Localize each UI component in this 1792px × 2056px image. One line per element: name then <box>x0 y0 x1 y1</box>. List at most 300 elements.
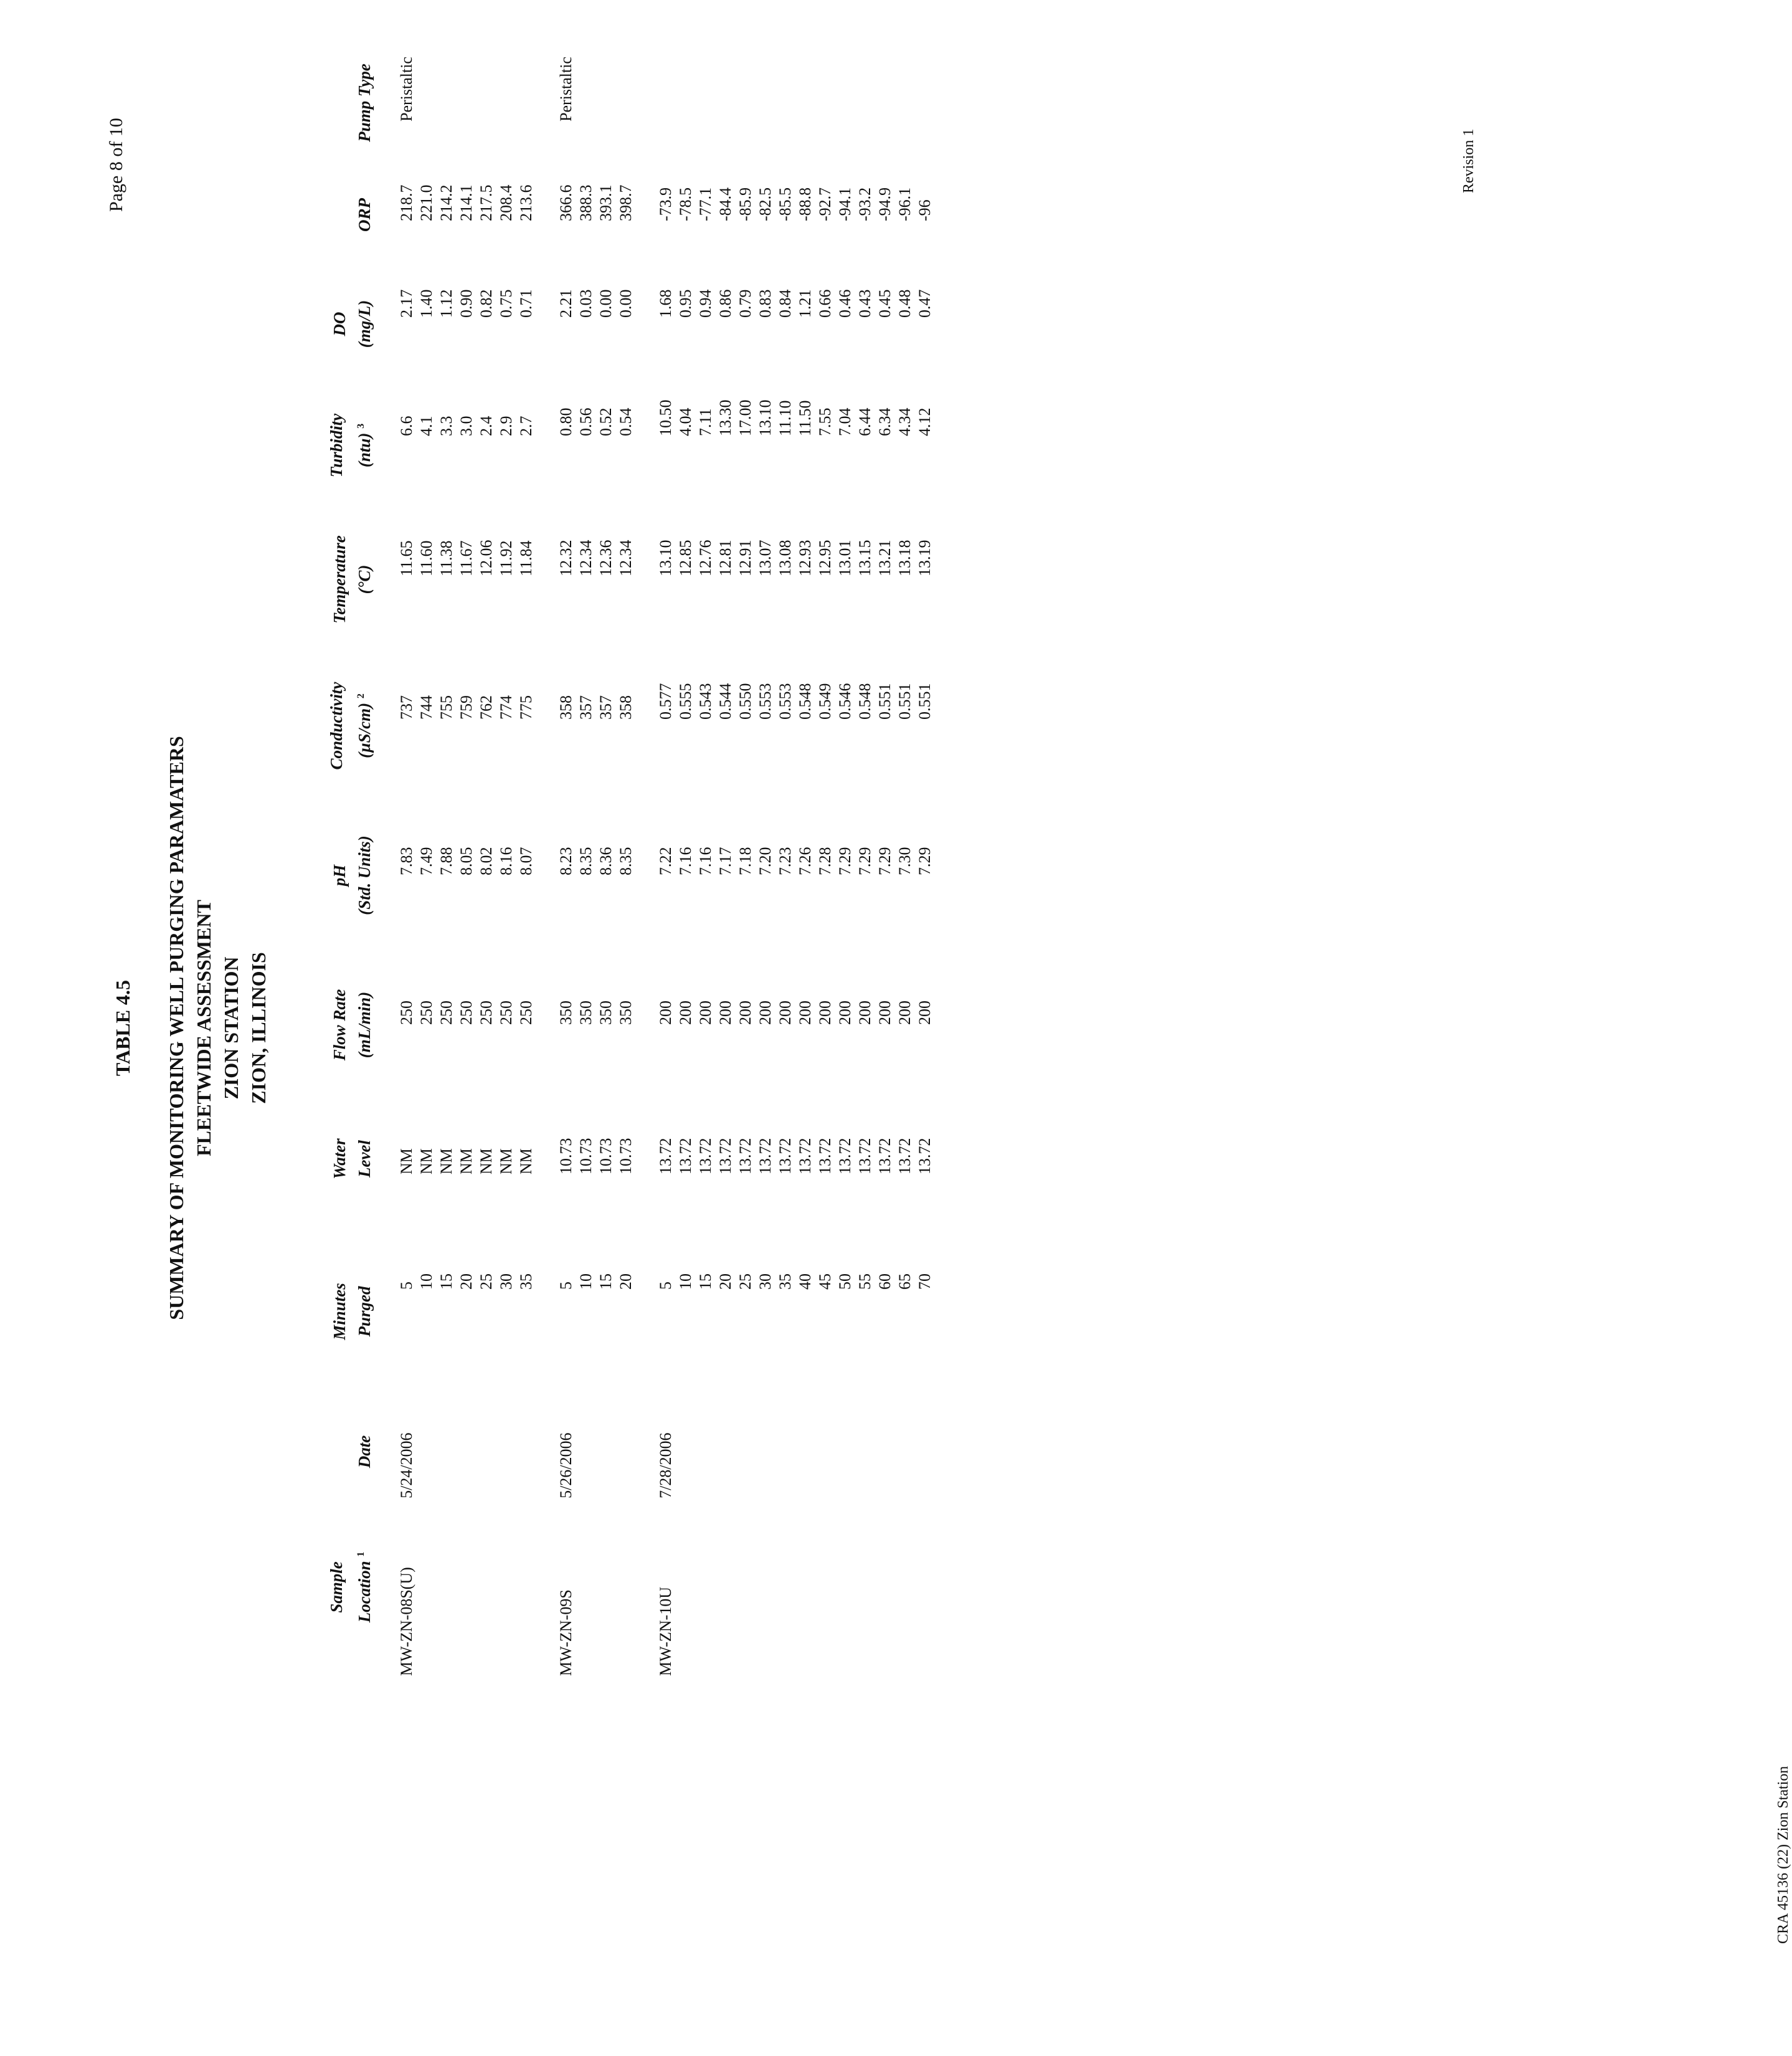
conductivity-cell: 755 <box>437 695 455 720</box>
conductivity-cell: 762 <box>477 695 495 720</box>
pump-type-cell <box>417 40 437 165</box>
pump-type-cell <box>775 40 795 165</box>
conductivity-cell: 357 <box>597 695 615 720</box>
turbidity-cell: 10.50 <box>657 399 675 436</box>
temperature-cell: 11.67 <box>457 540 475 576</box>
table-row <box>676 40 696 1676</box>
conductivity-cell: 0.551 <box>876 683 894 720</box>
sample-location-cell <box>756 1498 775 1676</box>
do-cell: 0.79 <box>736 289 754 318</box>
do-cell: 1.21 <box>796 289 814 318</box>
table-row <box>656 40 676 1676</box>
date-cell: 5/24/2006 <box>397 1432 415 1498</box>
pump-type-cell: Peristaltic <box>397 57 415 121</box>
turbidity-cell: 4.12 <box>916 407 934 436</box>
turbidity-cell: 4.1 <box>417 416 435 436</box>
conductivity-cell: 0.550 <box>736 683 754 720</box>
water-level-cell: 13.72 <box>896 1138 914 1174</box>
conductivity-cell: 0.553 <box>756 683 774 720</box>
turbidity-cell: 13.10 <box>756 399 774 436</box>
turbidity-cell: 7.11 <box>696 408 714 436</box>
water-level-cell: 10.73 <box>577 1138 595 1174</box>
conductivity-cell: 358 <box>557 695 575 720</box>
group-spacer <box>636 40 656 1676</box>
orp-cell: 214.1 <box>457 184 475 221</box>
date-cell <box>596 1405 616 1498</box>
do-cell: 0.90 <box>457 289 475 318</box>
ph-cell: 8.23 <box>557 847 575 875</box>
temperature-cell: 13.08 <box>776 540 794 576</box>
flow-rate-cell: 350 <box>577 1001 595 1025</box>
sample-location-cell <box>516 1498 536 1676</box>
table-row <box>875 40 895 1676</box>
ph-cell: 8.35 <box>577 847 595 875</box>
sample-location-cell <box>736 1498 756 1676</box>
turbidity-cell: 11.10 <box>776 400 794 436</box>
table-row <box>795 40 815 1676</box>
sample-location-cell <box>596 1498 616 1676</box>
conductivity-cell: 357 <box>577 695 595 720</box>
pump-type-cell <box>437 40 457 165</box>
purging-parameters-table <box>324 40 935 1676</box>
temperature-cell: 11.84 <box>517 540 535 576</box>
minutes-purged-cell: 25 <box>736 1273 754 1290</box>
sample-location-cell: MW-ZN-08S(U) <box>397 1567 415 1676</box>
turbidity-cell: 11.50 <box>796 400 814 436</box>
turbidity-cell: 13.30 <box>716 399 734 436</box>
temperature-cell: 12.76 <box>696 540 714 576</box>
water-level-cell: 10.73 <box>597 1138 615 1174</box>
do-cell: 0.84 <box>776 289 794 318</box>
flow-rate-cell: 200 <box>836 1001 854 1025</box>
flow-rate-cell: 200 <box>916 1001 934 1025</box>
water-level-cell: NM <box>397 1148 415 1174</box>
do-cell: 0.94 <box>696 289 714 318</box>
water-level-cell: NM <box>517 1148 535 1174</box>
pump-type-cell <box>875 40 895 165</box>
water-level-cell: NM <box>417 1148 435 1174</box>
orp-cell: 366.6 <box>557 184 575 221</box>
turbidity-cell: 6.34 <box>876 407 894 436</box>
pump-type-cell: Peristaltic <box>557 57 575 121</box>
do-cell: 0.45 <box>876 289 894 318</box>
orp-cell: -73.9 <box>657 187 675 221</box>
do-cell: 0.82 <box>477 289 495 318</box>
table-header-row <box>324 40 397 1676</box>
turbidity-cell: 2.7 <box>517 416 535 436</box>
minutes-purged-cell: 15 <box>696 1273 714 1290</box>
table-body <box>397 40 935 1676</box>
do-cell: 0.86 <box>716 289 734 318</box>
date-cell <box>496 1405 516 1498</box>
turbidity-cell: 7.04 <box>836 407 854 436</box>
date-cell <box>756 1405 775 1498</box>
sample-location-cell: MW-ZN-09S <box>557 1589 575 1676</box>
ph-cell: 7.29 <box>876 847 894 875</box>
pump-type-cell <box>496 40 516 165</box>
ph-cell: 7.88 <box>437 847 455 875</box>
minutes-purged-cell: 50 <box>836 1273 854 1290</box>
ph-cell: 8.05 <box>457 847 475 875</box>
pump-type-cell <box>736 40 756 165</box>
flow-rate-cell: 200 <box>776 1001 794 1025</box>
water-level-cell: 13.72 <box>756 1138 774 1174</box>
orp-cell: 221.0 <box>417 184 435 221</box>
minutes-purged-cell: 60 <box>876 1273 894 1290</box>
turbidity-cell: 0.54 <box>617 407 635 436</box>
conductivity-cell: 0.548 <box>856 683 874 720</box>
date-cell: 5/26/2006 <box>557 1432 575 1498</box>
header-conductivity: Conductivity (µS/cm) $^2$ <box>327 682 374 770</box>
sample-location-cell <box>676 1498 696 1676</box>
orp-cell: -82.5 <box>756 187 774 221</box>
ph-cell: 8.07 <box>517 847 535 875</box>
table-row <box>775 40 795 1676</box>
pump-type-cell <box>855 40 875 165</box>
temperature-cell: 13.10 <box>657 540 675 576</box>
flow-rate-cell: 250 <box>517 1001 535 1025</box>
header-ph: pH (Std. Units) <box>330 835 374 915</box>
orp-cell: 388.3 <box>577 184 595 221</box>
date-cell <box>795 1405 815 1498</box>
do-cell: 0.47 <box>916 289 934 318</box>
table-subtitle-assessment: FLEETWIDE ASSESSMENT <box>192 900 215 1156</box>
date-cell <box>516 1405 536 1498</box>
table-row <box>476 40 496 1676</box>
header-pump-type: Pump Type <box>355 64 374 142</box>
table-row <box>556 40 576 1676</box>
header-flow-rate: Flow Rate (mL/min) <box>330 989 374 1061</box>
flow-rate-cell: 200 <box>696 1001 714 1025</box>
flow-rate-cell: 200 <box>816 1001 834 1025</box>
temperature-cell: 12.93 <box>796 540 814 576</box>
table-row <box>516 40 536 1676</box>
table-row <box>855 40 875 1676</box>
turbidity-cell: 6.44 <box>856 407 874 436</box>
ph-cell: 7.26 <box>796 847 814 875</box>
minutes-purged-cell: 20 <box>617 1273 635 1290</box>
pump-type-cell <box>516 40 536 165</box>
date-cell <box>616 1405 636 1498</box>
sample-location-cell <box>915 1498 935 1676</box>
pump-type-cell <box>616 40 636 165</box>
date-cell <box>775 1405 795 1498</box>
date-cell <box>875 1405 895 1498</box>
table-title: SUMMARY OF MONITORING WELL PURGING PARAMATERS <box>165 736 187 1320</box>
ph-cell: 7.23 <box>776 847 794 875</box>
flow-rate-cell: 350 <box>617 1001 635 1025</box>
temperature-cell: 12.95 <box>816 540 834 576</box>
ph-cell: 8.35 <box>617 847 635 875</box>
flow-rate-cell: 250 <box>417 1001 435 1025</box>
orp-cell: 398.7 <box>617 184 635 221</box>
sample-location-cell <box>576 1498 596 1676</box>
water-level-cell: 13.72 <box>916 1138 934 1174</box>
do-cell: 0.71 <box>517 289 535 318</box>
sample-location-cell <box>476 1498 496 1676</box>
sample-location-cell <box>855 1498 875 1676</box>
water-level-cell: 13.72 <box>836 1138 854 1174</box>
orp-cell: -88.8 <box>796 187 814 221</box>
turbidity-cell: 0.52 <box>597 407 615 436</box>
sample-location-cell <box>417 1498 437 1676</box>
water-level-cell: 13.72 <box>856 1138 874 1174</box>
orp-cell: -78.5 <box>676 187 695 221</box>
table-row <box>835 40 855 1676</box>
conductivity-cell: 744 <box>417 695 435 720</box>
date-cell <box>736 1405 756 1498</box>
orp-cell: -94.9 <box>876 187 894 221</box>
temperature-cell: 12.34 <box>617 540 635 576</box>
orp-cell: 217.5 <box>477 184 495 221</box>
orp-cell: 213.6 <box>517 184 535 221</box>
conductivity-cell: 774 <box>497 695 515 720</box>
date-cell <box>457 1405 476 1498</box>
minutes-purged-cell: 20 <box>716 1273 734 1290</box>
header-date: Date <box>355 1435 374 1468</box>
sample-location-cell <box>696 1498 716 1676</box>
water-level-cell: 13.72 <box>776 1138 794 1174</box>
flow-rate-cell: 200 <box>876 1001 894 1025</box>
ph-cell: 8.36 <box>597 847 615 875</box>
header-temperature: Temperature (°C) <box>330 535 374 624</box>
flow-rate-cell: 200 <box>856 1001 874 1025</box>
flow-rate-cell: 350 <box>597 1001 615 1025</box>
flow-rate-cell: 200 <box>736 1001 754 1025</box>
water-level-cell: 13.72 <box>696 1138 714 1174</box>
temperature-cell: 12.85 <box>676 540 695 576</box>
pump-type-cell <box>676 40 696 165</box>
temperature-cell: 11.92 <box>497 540 515 576</box>
pump-type-cell <box>915 40 935 165</box>
minutes-purged-cell: 10 <box>676 1273 695 1290</box>
do-cell: 0.75 <box>497 289 515 318</box>
ph-cell: 7.83 <box>397 847 415 875</box>
date-cell <box>676 1405 696 1498</box>
flow-rate-cell: 250 <box>477 1001 495 1025</box>
temperature-cell: 13.07 <box>756 540 774 576</box>
table-row <box>696 40 716 1676</box>
do-cell: 0.46 <box>836 289 854 318</box>
do-cell: 1.40 <box>417 289 435 318</box>
water-level-cell: 13.72 <box>676 1138 695 1174</box>
conductivity-cell: 0.553 <box>776 683 794 720</box>
temperature-cell: 12.34 <box>577 540 595 576</box>
minutes-purged-cell: 35 <box>776 1273 794 1290</box>
turbidity-cell: 3.0 <box>457 416 475 436</box>
orp-cell: -85.5 <box>776 187 794 221</box>
do-cell: 0.66 <box>816 289 834 318</box>
ph-cell: 8.16 <box>497 847 515 875</box>
footnote-marker: 1 <box>356 1551 366 1557</box>
water-level-cell: 13.72 <box>816 1138 834 1174</box>
header-orp: ORP <box>355 198 374 232</box>
table-row <box>756 40 775 1676</box>
conductivity-cell: 0.551 <box>916 683 934 720</box>
orp-cell: -96.1 <box>896 187 914 221</box>
flow-rate-cell: 250 <box>497 1001 515 1025</box>
table-subtitle-station: ZION STATION <box>220 956 242 1100</box>
orp-cell: -92.7 <box>816 187 834 221</box>
ph-cell: 7.28 <box>816 847 834 875</box>
pump-type-cell <box>457 40 476 165</box>
orp-cell: 393.1 <box>597 184 615 221</box>
conductivity-cell: 759 <box>457 695 475 720</box>
temperature-cell: 13.18 <box>896 540 914 576</box>
minutes-purged-cell: 5 <box>657 1282 675 1290</box>
minutes-purged-cell: 15 <box>597 1273 615 1290</box>
ph-cell: 7.29 <box>916 847 934 875</box>
water-level-cell: 13.72 <box>736 1138 754 1174</box>
pump-type-cell <box>716 40 736 165</box>
do-cell: 0.03 <box>577 289 595 318</box>
temperature-cell: 13.15 <box>856 540 874 576</box>
header-turbidity: Turbidity (ntu) $^3$ <box>327 413 374 478</box>
turbidity-cell: 4.34 <box>896 407 914 436</box>
sample-location-cell <box>795 1498 815 1676</box>
do-cell: 1.68 <box>657 289 675 318</box>
turbidity-cell: 0.80 <box>557 407 575 436</box>
minutes-purged-cell: 70 <box>916 1273 934 1290</box>
flow-rate-cell: 200 <box>657 1001 675 1025</box>
sample-location-cell <box>457 1498 476 1676</box>
table-row <box>915 40 935 1676</box>
do-cell: 0.00 <box>597 289 615 318</box>
date-cell <box>476 1405 496 1498</box>
ph-cell: 7.30 <box>896 847 914 875</box>
pump-type-cell <box>835 40 855 165</box>
turbidity-cell: 17.00 <box>736 399 754 436</box>
orp-cell: 208.4 <box>497 184 515 221</box>
ph-cell: 7.17 <box>716 847 734 875</box>
table-row <box>616 40 636 1676</box>
pump-type-cell <box>476 40 496 165</box>
sample-location-cell <box>716 1498 736 1676</box>
ph-cell: 7.20 <box>756 847 774 875</box>
pump-type-cell <box>696 40 716 165</box>
sample-location-cell <box>437 1498 457 1676</box>
conductivity-cell: 0.549 <box>816 683 834 720</box>
water-level-cell: NM <box>477 1148 495 1174</box>
minutes-purged-cell: 55 <box>856 1273 874 1290</box>
table-row <box>496 40 516 1676</box>
flow-rate-cell: 200 <box>896 1001 914 1025</box>
pump-type-cell <box>596 40 616 165</box>
sample-location-cell <box>895 1498 915 1676</box>
pump-type-cell <box>895 40 915 165</box>
temperature-cell: 13.19 <box>916 540 934 576</box>
table-row <box>815 40 835 1676</box>
sample-location-cell <box>775 1498 795 1676</box>
sample-location-cell <box>496 1498 516 1676</box>
minutes-purged-cell: 10 <box>417 1273 435 1290</box>
water-level-cell: NM <box>497 1148 515 1174</box>
pump-type-cell <box>756 40 775 165</box>
date-cell <box>716 1405 736 1498</box>
turbidity-cell: 7.55 <box>816 407 834 436</box>
table-row <box>457 40 476 1676</box>
flow-rate-cell: 250 <box>457 1001 475 1025</box>
orp-cell: -85.9 <box>736 187 754 221</box>
header-minutes-purged: Minutes Purged <box>330 1283 374 1340</box>
orp-cell: -93.2 <box>856 187 874 221</box>
flow-rate-cell: 250 <box>437 1001 455 1025</box>
flow-rate-cell: 200 <box>676 1001 695 1025</box>
orp-cell: -77.1 <box>696 187 714 221</box>
temperature-cell: 12.36 <box>597 540 615 576</box>
temperature-cell: 12.91 <box>736 540 754 576</box>
date-cell <box>895 1405 915 1498</box>
date-cell <box>696 1405 716 1498</box>
table-row <box>576 40 596 1676</box>
pump-type-cell <box>795 40 815 165</box>
ph-cell: 8.02 <box>477 847 495 875</box>
temperature-cell: 12.81 <box>716 540 734 576</box>
flow-rate-cell: 200 <box>756 1001 774 1025</box>
sample-location-cell <box>815 1498 835 1676</box>
date-cell <box>815 1405 835 1498</box>
do-cell: 0.00 <box>617 289 635 318</box>
conductivity-cell: 737 <box>397 695 415 720</box>
header-do: DO (mg/L) <box>330 300 374 348</box>
sample-location-cell <box>616 1498 636 1676</box>
water-level-cell: NM <box>437 1148 455 1174</box>
temperature-cell: 11.38 <box>437 540 455 576</box>
conductivity-cell: 358 <box>617 695 635 720</box>
minutes-purged-cell: 65 <box>896 1273 914 1290</box>
conductivity-cell: 0.544 <box>716 683 734 720</box>
conductivity-cell: 0.546 <box>836 683 854 720</box>
table-row <box>417 40 437 1676</box>
table-row <box>895 40 915 1676</box>
flow-rate-cell: 350 <box>557 1001 575 1025</box>
temperature-cell: 13.01 <box>836 540 854 576</box>
table-subtitle-location: ZION, ILLINOIS <box>247 952 270 1104</box>
minutes-purged-cell: 5 <box>557 1282 575 1290</box>
date-cell <box>437 1405 457 1498</box>
do-cell: 0.43 <box>856 289 874 318</box>
ph-cell: 7.18 <box>736 847 754 875</box>
minutes-purged-cell: 40 <box>796 1273 814 1290</box>
water-level-cell: 13.72 <box>657 1138 675 1174</box>
water-level-cell: 10.73 <box>557 1138 575 1174</box>
minutes-purged-cell: 25 <box>477 1273 495 1290</box>
turbidity-cell: 6.6 <box>397 416 415 436</box>
date-cell: 7/28/2006 <box>657 1432 675 1498</box>
revision-label: Revision 1 <box>1461 128 1477 193</box>
minutes-purged-cell: 45 <box>816 1273 834 1290</box>
table-label: TABLE 4.5 <box>111 979 134 1077</box>
do-cell: 0.48 <box>896 289 914 318</box>
minutes-purged-cell: 30 <box>756 1273 774 1290</box>
water-level-cell: 13.72 <box>716 1138 734 1174</box>
date-cell <box>835 1405 855 1498</box>
conductivity-cell: 775 <box>517 695 535 720</box>
pump-type-cell <box>656 40 676 165</box>
do-cell: 2.17 <box>397 289 415 318</box>
table-row <box>736 40 756 1676</box>
sample-location-cell <box>875 1498 895 1676</box>
footnote-marker: 3 <box>356 423 366 429</box>
ph-cell: 7.29 <box>856 847 874 875</box>
ph-cell: 7.49 <box>417 847 435 875</box>
orp-cell: 214.2 <box>437 184 455 221</box>
date-cell <box>417 1405 437 1498</box>
minutes-purged-cell: 10 <box>577 1273 595 1290</box>
temperature-cell: 11.65 <box>397 540 415 576</box>
minutes-purged-cell: 30 <box>497 1273 515 1290</box>
orp-cell: 218.7 <box>397 184 415 221</box>
